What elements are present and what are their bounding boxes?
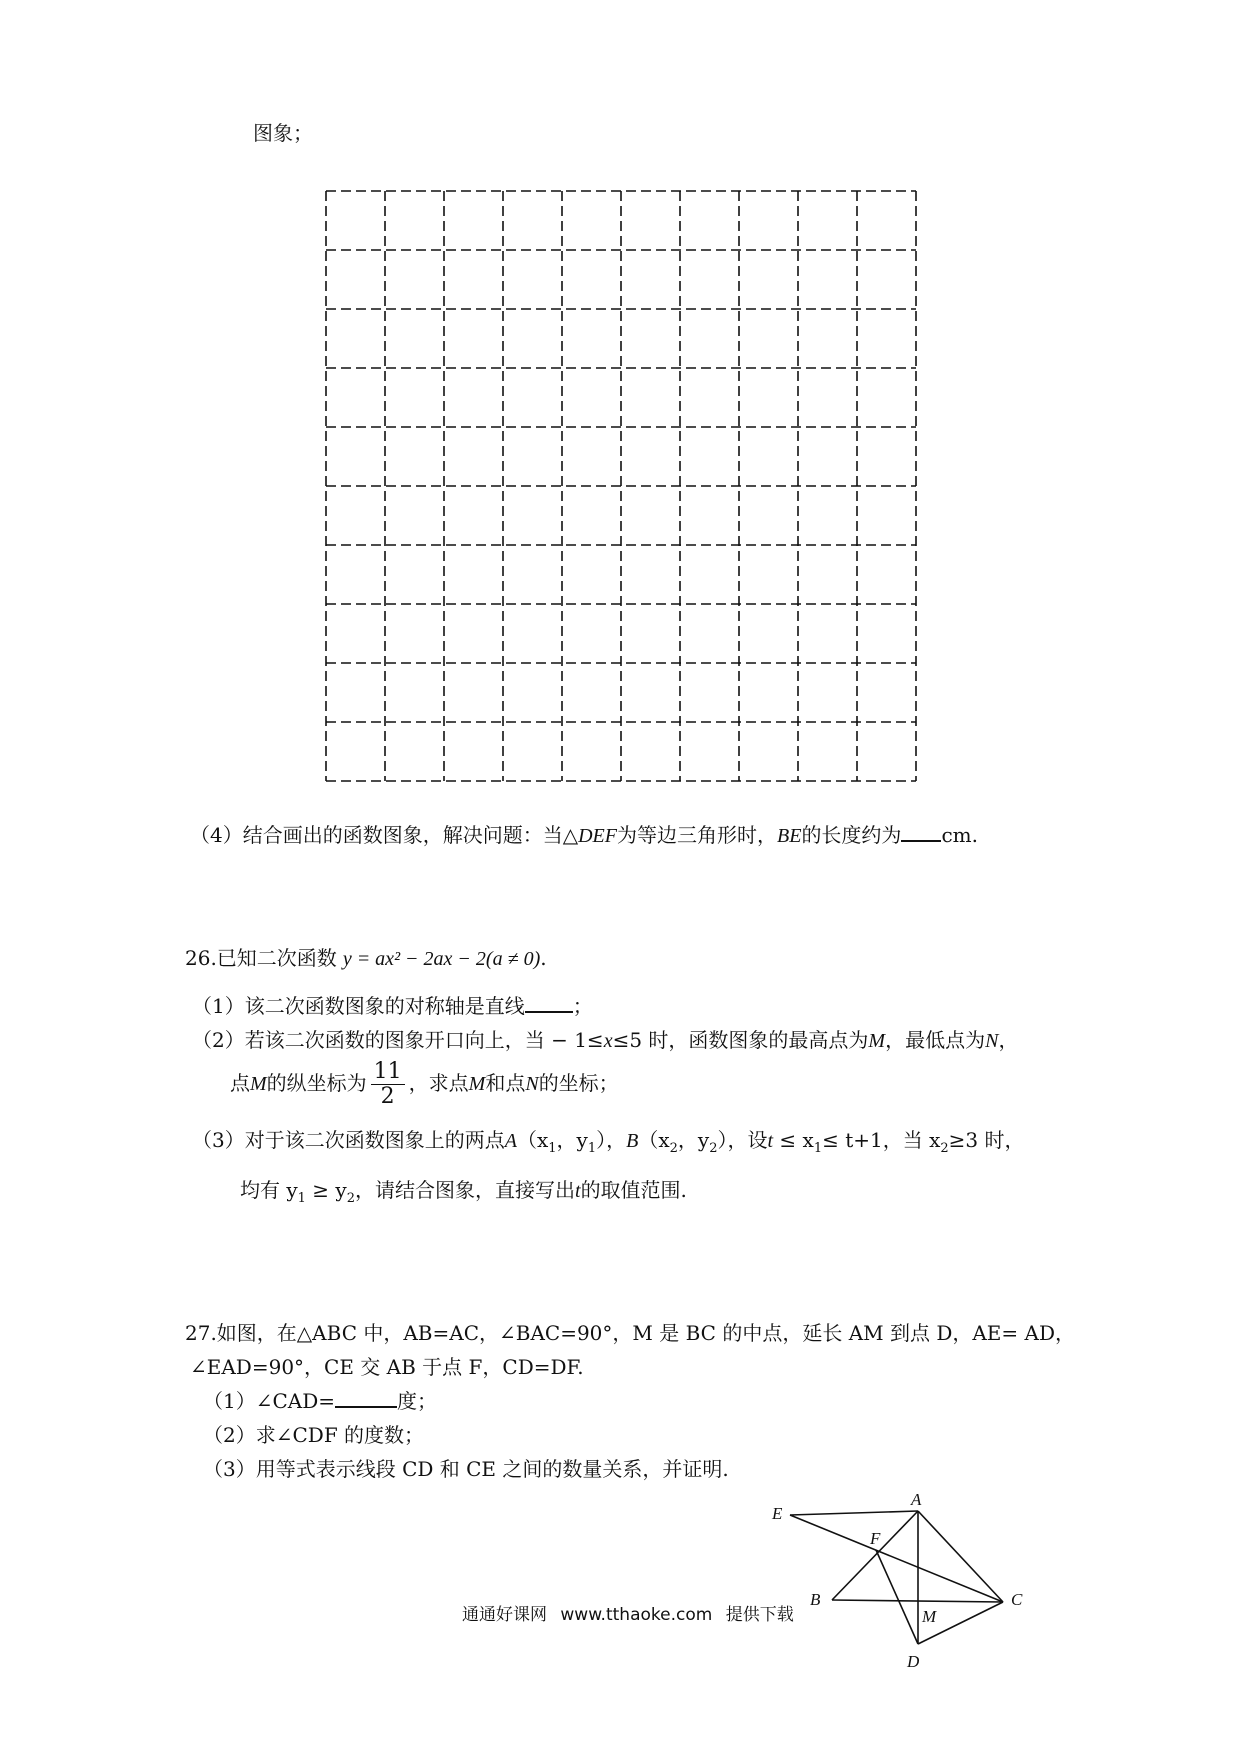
label-A: A bbox=[911, 1490, 922, 1509]
label-C: C bbox=[1011, 1590, 1023, 1609]
answer-blank bbox=[335, 1388, 397, 1408]
label-F: F bbox=[870, 1529, 881, 1548]
q27-part1: （1）∠CAD= 度； bbox=[203, 1389, 438, 1413]
label-B: B bbox=[810, 1590, 821, 1609]
q27-stem-line1: 27.如图，在△ABC 中，AB=AC，∠BAC=90°，M 是 BC 的中点，延长 AM 到点 D，AE= AD， bbox=[185, 1321, 1075, 1345]
fragment-text: 图象； bbox=[253, 121, 313, 145]
label-E: E bbox=[772, 1504, 783, 1523]
fraction-eleven-halves: $\frac{11}{2}$ bbox=[371, 1060, 405, 1109]
q27-part3: （3）用等式表示线段 CD 和 CE 之间的数量关系，并证明. bbox=[203, 1457, 729, 1481]
q26-part3-line1: （3）对于该二次函数图象上的两点$A(x_1$，$y_1$），$B(x_2$，$y_2$），设$t \le x_1\le t+1$，当 $x_2\ge 3$ 时， bbox=[192, 1128, 1025, 1156]
segment-EC bbox=[790, 1515, 1003, 1602]
q26-part1: （1）该二次函数图象的对称轴是直线 ； bbox=[192, 994, 593, 1018]
segment-AC bbox=[918, 1511, 1003, 1602]
label-M: M bbox=[922, 1607, 937, 1626]
q27-part2: （2）求∠CDF 的度数； bbox=[203, 1423, 425, 1447]
dashed-grid bbox=[325, 190, 925, 790]
continued-text bbox=[253, 120, 313, 146]
segment-AB bbox=[832, 1511, 918, 1600]
answer-blank bbox=[525, 993, 573, 1013]
triangle-figure bbox=[760, 1490, 1040, 1675]
q27-stem-line2: ∠EAD=90°，CE 交 AB 于点 F，CD=DF. bbox=[190, 1355, 584, 1379]
q26-part2-line1: （2）若该二次函数的图象开口向上，当 − 1≤x≤5 时，函数图象的最高点为M，最低点为N， bbox=[192, 1028, 1019, 1052]
footer-url: www.tthaoke.com bbox=[560, 1605, 713, 1625]
label-D: D bbox=[907, 1652, 920, 1671]
answer-blank bbox=[901, 822, 941, 842]
q26-stem: 26.已知二次函数 y = ax² − 2ax − 2(a ≠ 0). bbox=[185, 946, 547, 970]
q26-part2-line2: 点M的纵坐标为 $\frac{11}{2}$ ，求点M和点N的坐标； bbox=[230, 1059, 619, 1109]
segment-EA bbox=[790, 1511, 918, 1515]
footer-watermark: 通通好课网 www.tthaoke.com 提供下载 bbox=[462, 1605, 794, 1625]
q25-part4: （4）结合画出的函数图象，解决问题：当△DEF为等边三角形时，BE的长度约为 cm. bbox=[190, 823, 978, 847]
q26-part3-line2: 均有 $y_1 \ge y_2$，请结合图象，直接写出t的取值范围. bbox=[240, 1178, 687, 1206]
